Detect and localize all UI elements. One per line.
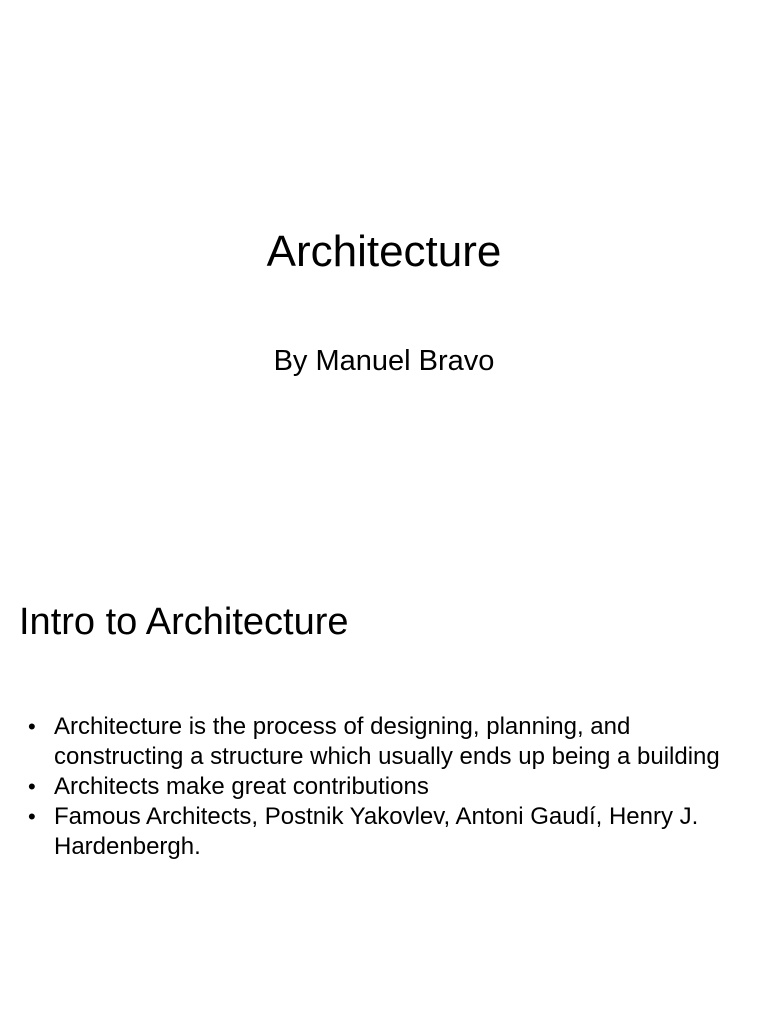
bullet-list — [28, 712, 748, 862]
bullet-text: Architecture is the process of designing, planning, and constructing a structure which usually ends up being a building — [54, 713, 720, 770]
bullet-icon: • — [28, 774, 36, 799]
bullet-icon: • — [28, 714, 36, 739]
slide-title: Intro to Architecture — [19, 601, 349, 643]
bullet-item — [28, 772, 748, 802]
bullet-text: Architects make great contributions — [54, 773, 429, 800]
bullet-item — [28, 712, 748, 772]
slide-title: Architecture — [266, 227, 502, 276]
bullet-icon: • — [28, 804, 36, 829]
content-slide — [0, 512, 768, 1024]
bullet-text: Famous Architects, Postnik Yakovlev, Antoni Gaudí, Henry J. Hardenbergh. — [54, 803, 699, 860]
slide-subtitle: By Manuel Bravo — [273, 345, 495, 377]
bullet-item — [28, 802, 748, 862]
